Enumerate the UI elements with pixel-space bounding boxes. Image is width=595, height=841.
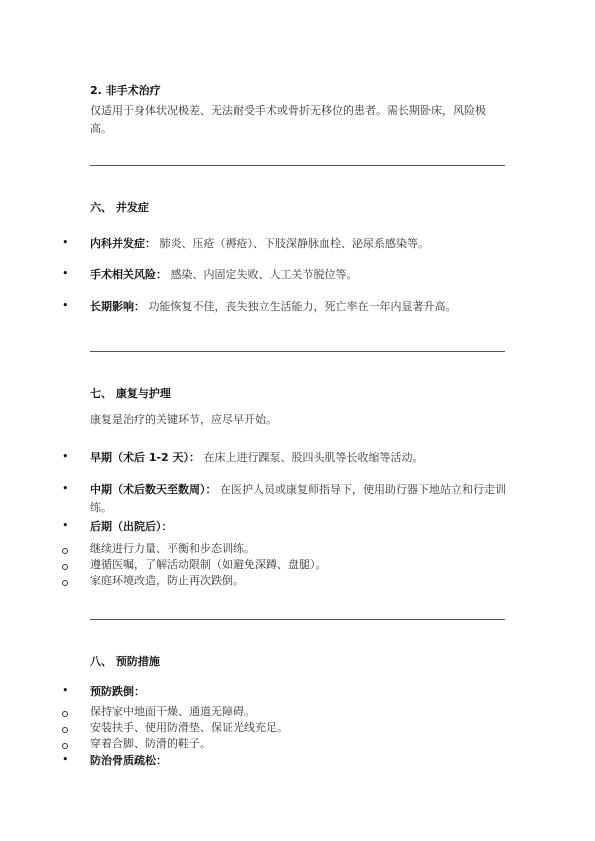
item-text: 在床上进行踝泵、股四头肌等长收缩等活动。 [200,451,424,464]
divider [90,619,505,620]
paragraph-rehab-intro: 康复是治疗的关键环节，应尽早开始。 [90,413,277,426]
item-text: 肺炎、压疮（褥疮）、下肢深静脉血栓、泌尿系感染等。 [156,237,429,250]
item-label: 手术相关风险： [90,268,167,281]
sub-list-item: 穿着合脚、防滑的鞋子。 [90,737,211,750]
list-item-complication [90,298,506,316]
list-item-prevention [90,752,506,770]
item-text: 感染、内固定失败、人工关节脱位等。 [167,268,358,281]
bullet-icon: • [62,450,69,463]
item-label: 早期（术后 1-2 天）： [90,451,201,464]
item-label: 后期（出院后）： [90,520,173,533]
item-label: 中期（术后数天至数周）： [90,483,217,496]
item-label: 长期影响： [90,300,145,313]
section-heading-rehab: 七、 康复与护理 [90,387,171,400]
circle-bullet-icon [62,564,68,570]
bullet-icon: • [62,684,69,697]
paragraph-non-surgical: 仅适用于身体状况极差、无法耐受手术或骨折无移位的患者。需长期卧床，风险极高。 [90,104,486,135]
divider [90,351,505,352]
item-label: 防治骨质疏松： [90,754,167,767]
bullet-icon: • [62,299,69,312]
sub-list-item: 保持家中地面干燥、通道无障碍。 [90,705,255,718]
bullet-icon: • [62,519,69,532]
section-heading-non-surgical: 2. 非手术治疗 [90,84,161,97]
sub-list-item: 安装扶手、使用防滑垫、保证光线充足。 [90,721,288,734]
item-label: 内科并发症： [90,237,156,250]
sub-list-item: 继续进行力量、平衡和步态训练。 [90,542,255,555]
sub-list-item: 家庭环境改造，防止再次跌倒。 [90,574,244,587]
circle-bullet-icon [62,548,68,554]
section-heading-complications: 六、 并发症 [90,201,149,214]
bullet-icon: • [62,482,69,495]
bullet-icon: • [62,753,69,766]
list-item-rehab-phase [90,449,506,467]
list-item-rehab-phase [90,518,506,536]
item-label: 预防跌倒： [90,685,145,698]
circle-bullet-icon [62,711,68,717]
circle-bullet-icon [62,727,68,733]
bullet-icon: • [62,236,69,249]
divider [90,165,505,166]
list-item-prevention [90,683,506,701]
circle-bullet-icon [62,580,68,586]
section-heading-prevention: 八、 预防措施 [90,655,160,668]
bullet-icon: • [62,267,69,280]
list-item-complication [90,235,506,253]
item-text: 在医护人员或康复师指导下，使用助行器下地站立和行走训练。 [90,483,506,514]
item-text: 功能恢复不佳，丧失独立生活能力，死亡率在一年内显著升高。 [145,300,457,313]
sub-list-item: 遵循医嘱，了解活动限制（如避免深蹲、盘腿）。 [90,558,327,571]
list-item-rehab-phase [90,481,506,517]
circle-bullet-icon [62,743,68,749]
list-item-complication [90,266,506,284]
